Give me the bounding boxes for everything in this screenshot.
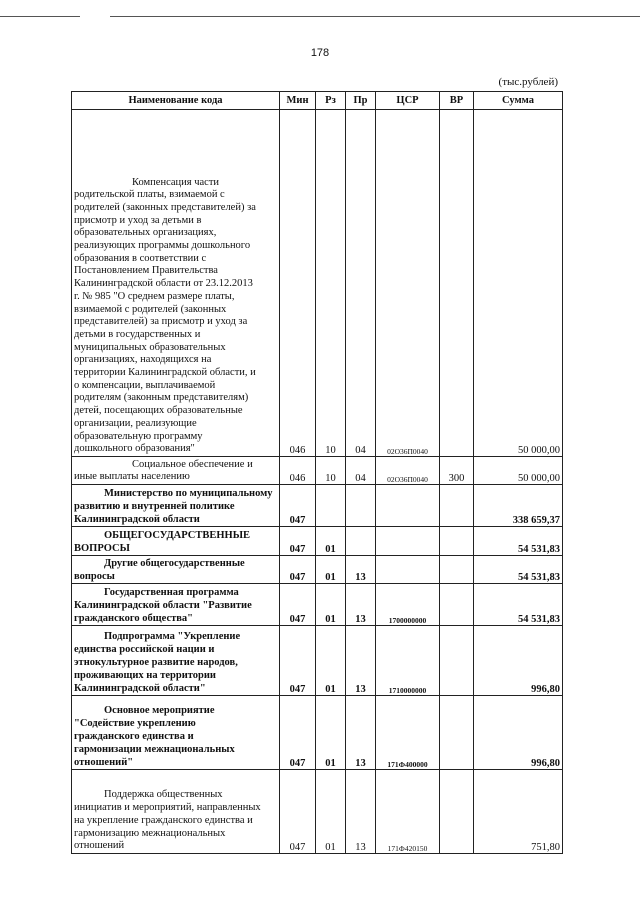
row-name-body: ВОПРОСЫ (74, 543, 130, 554)
row-rz: 01 (316, 527, 346, 556)
table-row (72, 556, 563, 584)
row-min: 047 (280, 527, 316, 556)
row-csr (376, 556, 440, 584)
row-rz: 01 (316, 556, 346, 584)
row-name (72, 770, 280, 854)
scan-edge-line-left (0, 16, 80, 17)
row-sum: 996,80 (474, 626, 563, 696)
row-vr (440, 770, 474, 854)
row-name-lead: Поддержка общественных (104, 789, 223, 801)
row-sum: 50 000,00 (474, 457, 563, 485)
row-name (72, 485, 280, 527)
row-name (72, 527, 280, 556)
row-min: 047 (280, 626, 316, 696)
row-pr: 13 (346, 556, 376, 584)
row-name (72, 457, 280, 485)
row-name (72, 696, 280, 770)
row-vr (440, 527, 474, 556)
table-row (72, 527, 563, 556)
row-vr (440, 626, 474, 696)
row-min: 047 (280, 584, 316, 626)
row-pr: 13 (346, 696, 376, 770)
row-min: 046 (280, 457, 316, 485)
table-row (72, 584, 563, 626)
row-name (72, 556, 280, 584)
row-rz: 01 (316, 770, 346, 854)
scan-edge-line-right (110, 16, 640, 17)
row-name-body: инициатив и мероприятий, направленных на укрепление гражданского единства и гармонизацию межнациональных отношений (74, 802, 261, 852)
row-pr: 13 (346, 584, 376, 626)
row-min: 047 (280, 556, 316, 584)
row-name-body: развитию и внутренней политике Калининградской области (74, 501, 235, 525)
header-sum: Сумма (474, 92, 563, 110)
row-vr (440, 485, 474, 527)
header-vr: ВР (440, 92, 474, 110)
row-name-body: вопросы (74, 571, 115, 582)
row-vr (440, 110, 474, 457)
row-rz: 01 (316, 584, 346, 626)
row-min: 046 (280, 110, 316, 457)
row-sum: 54 531,83 (474, 584, 563, 626)
row-name-lead: Социальное обеспечение и (132, 458, 253, 470)
row-name-lead: Другие общегосударственные (104, 558, 245, 569)
row-pr: 13 (346, 770, 376, 854)
header-name: Наименование кода (72, 92, 280, 110)
row-pr (346, 527, 376, 556)
row-sum: 996,80 (474, 696, 563, 770)
row-csr: 1700000000 (376, 584, 440, 626)
header-pr: Пр (346, 92, 376, 110)
row-name-body: родительской платы, взимаемой с родителей (законных представителей) за присмотр и уход за детьми в образовательных организациях, реализующих программы дошкольного образования в соответствии с Постановлением Правительства Калининградской области от 23.12.2013 г. № 985 "О среднем размере платы, взимаемой с родителей (законных представителей) за присмотр и уход за детьми в государственных и муниципальных образовательных организациях, находящихся на территории Калининградской области, и о компенсации, выплачиваемой родителям (законным представителям) детей, посещающих образовательные организации, реализующие образовательную программу дошкольного образования" (74, 189, 256, 455)
row-name-body: "Содействие укреплению гражданского единства и гармонизации межнациональных отношений" (74, 718, 235, 768)
table-row (72, 626, 563, 696)
row-rz: 01 (316, 696, 346, 770)
row-csr (376, 527, 440, 556)
row-rz: 10 (316, 110, 346, 457)
header-min: Мин (280, 92, 316, 110)
table-row (72, 110, 563, 457)
row-name (72, 110, 280, 457)
page-number: 178 (310, 47, 330, 59)
row-csr: 1710000000 (376, 626, 440, 696)
row-rz: 01 (316, 626, 346, 696)
table-row (72, 485, 563, 527)
budget-table (71, 91, 563, 854)
row-vr (440, 696, 474, 770)
row-pr: 04 (346, 457, 376, 485)
row-name-lead: ОБЩЕГОСУДАРСТВЕННЫЕ (104, 530, 251, 541)
table-row (72, 457, 563, 485)
row-name-lead: Подпрограмма "Укрепление (104, 631, 241, 642)
row-sum: 54 531,83 (474, 527, 563, 556)
row-rz: 10 (316, 457, 346, 485)
table-row (72, 696, 563, 770)
units-label: (тыс.рублей) (498, 76, 558, 88)
row-csr: 171Ф420150 (376, 770, 440, 854)
row-csr: 02О36П0040 (376, 457, 440, 485)
table-row (72, 770, 563, 854)
row-vr (440, 584, 474, 626)
row-pr: 13 (346, 626, 376, 696)
row-csr (376, 485, 440, 527)
row-vr (440, 556, 474, 584)
row-rz (316, 485, 346, 527)
row-name-body: иные выплаты населению (74, 471, 190, 483)
row-min: 047 (280, 485, 316, 527)
row-name-lead: Компенсация части (132, 176, 220, 188)
header-row (72, 92, 563, 110)
row-name (72, 626, 280, 696)
row-name-lead: Основное мероприятие (104, 705, 215, 716)
row-sum: 50 000,00 (474, 110, 563, 457)
row-name-lead: Государственная программа (104, 587, 239, 598)
header-csr: ЦСР (376, 92, 440, 110)
header-rz: Рз (316, 92, 346, 110)
row-csr: 02О36П0040 (376, 110, 440, 457)
row-csr: 171Ф400000 (376, 696, 440, 770)
row-name-body: Калининградской области "Развитие гражданского общества" (74, 600, 252, 624)
row-name-body: единства российской нации и этнокультурное развитие народов, проживающих на территории Калининградской области" (74, 644, 238, 694)
row-sum: 338 659,37 (474, 485, 563, 527)
row-name-lead: Министерство по муниципальному (104, 488, 273, 499)
row-sum: 54 531,83 (474, 556, 563, 584)
row-pr: 04 (346, 110, 376, 457)
row-sum: 751,80 (474, 770, 563, 854)
row-pr (346, 485, 376, 527)
row-name (72, 584, 280, 626)
row-vr: 300 (440, 457, 474, 485)
row-min: 047 (280, 696, 316, 770)
row-min: 047 (280, 770, 316, 854)
